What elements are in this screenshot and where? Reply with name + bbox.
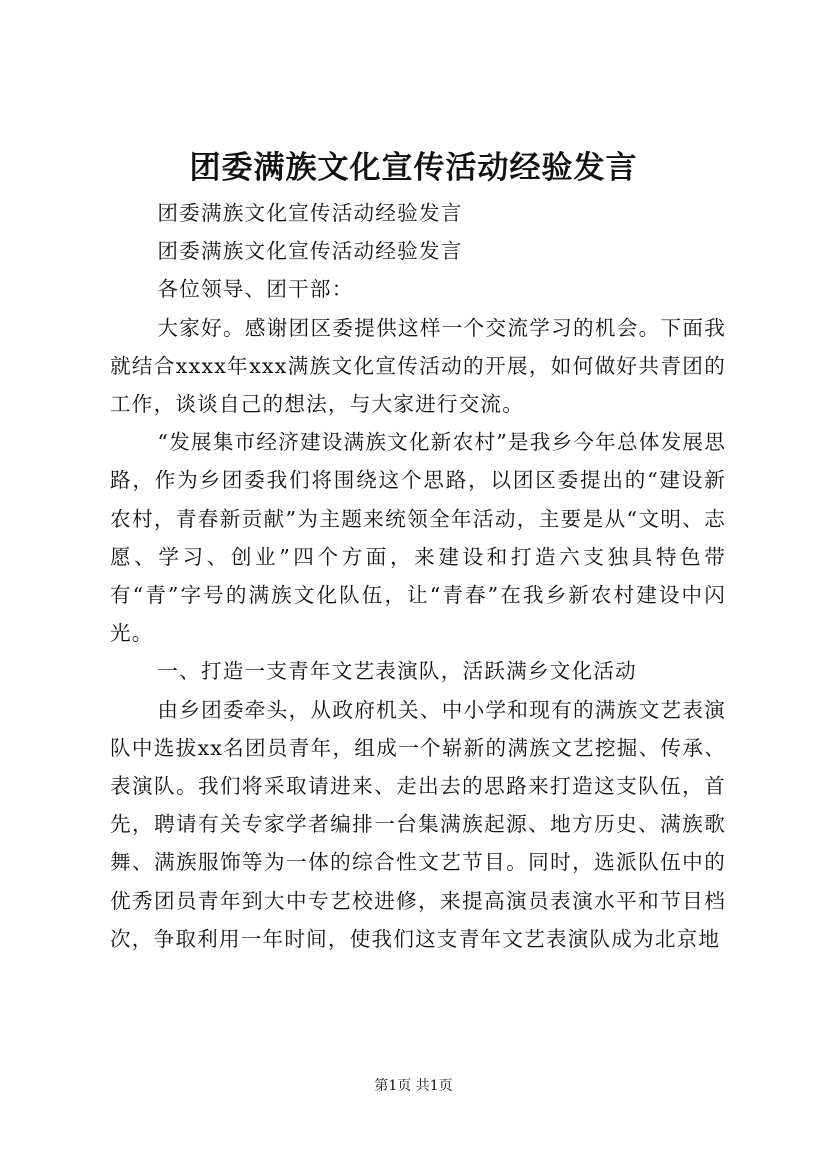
document-body bbox=[110, 194, 726, 958]
section-heading-1: 一、打造一支青年文艺表演队，活跃满乡文化活动 bbox=[157, 659, 637, 684]
paragraph-greeting: 大家好。感谢团区委提供这样一个交流学习的机会。下面我就结合xxxx年xxx满族文化宣传活动的开展，如何做好共青团的工作，谈谈自己的想法，与大家进行交流。 bbox=[110, 315, 726, 417]
document-title: 团委满族文化宣传活动经验发言 bbox=[189, 150, 638, 186]
paragraph-overview: “发展集市经济建设满族文化新农村”是我乡今年总体发展思路，作为乡团委我们将围绕这个思路，以团区委提出的“建设新农村，青春新贡献”为主题来统领全年活动，主要是从“文明、志愿、学习、创业”四个方面，来建设和打造六支独具特色带有“青”字号的满族文化队伍，让“青春”在我乡新农村建设中闪光。 bbox=[110, 430, 726, 646]
paragraph-section-1-body: 由乡团委牵头，从政府机关、中小学和现有的满族文艺表演队中选拔xx名团员青年，组成一个崭新的满族文艺挖掘、传承、表演队。我们将采取请进来、走出去的思路来打造这支队伍，首先，聘请有关专家学者编排一台集满族起源、地方历史、满族歌舞、满族服饰等为一体的综合性文艺节目。同时，选派队伍中的优秀团员青年到大中专艺校进修，来提高演员表演水平和节目档次，争取利用一年时间，使我们这支青年文艺表演队成为北京地 bbox=[110, 697, 726, 951]
page-footer: 第1页 共1页 bbox=[374, 1078, 453, 1094]
paragraph-subtitle-1: 团委满族文化宣传活动经验发言 bbox=[157, 201, 463, 225]
paragraph-salutation: 各位领导、团干部： bbox=[157, 277, 354, 302]
paragraph-subtitle-2: 团委满族文化宣传活动经验发言 bbox=[157, 239, 463, 264]
